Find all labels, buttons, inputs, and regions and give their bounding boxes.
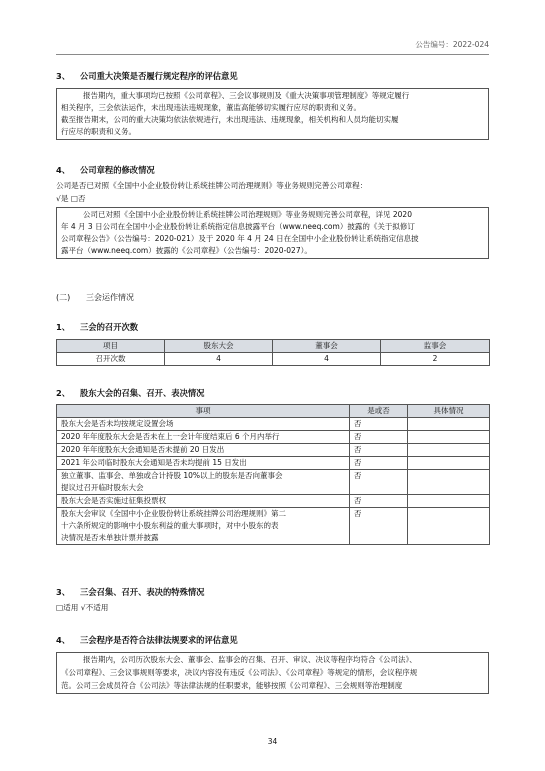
detail-cell	[408, 495, 490, 508]
table-cell: 2	[381, 353, 490, 366]
detail-cell	[408, 418, 490, 431]
table-cell: 4	[165, 353, 273, 366]
answer-cell: 否	[350, 431, 408, 444]
articles-question: 公司是否已对照《全国中小企业股份转让系统挂牌公司治理规则》等业务规则完善公司章程：	[56, 181, 368, 190]
answer-cell: 否	[350, 444, 408, 457]
table-cell: 召开次数	[57, 353, 165, 366]
articles-answer-options: √是 □否	[56, 194, 86, 203]
detail-cell	[408, 431, 490, 444]
table-header-row	[57, 405, 490, 418]
box-line: 报告期内，重大事项均已按照《公司章程》、三会议事规则及《重大决策事项管理制度》等规定履行	[83, 91, 410, 100]
box-line: 报告期内，公司历次股东大会、董事会、监事会的召集、召开、审议、决议等程序均符合《公司法》、	[83, 655, 417, 664]
part-heading-meetings: (二) 三会运作情况	[56, 293, 134, 302]
articles-amendment-box	[56, 207, 489, 259]
header-cell: 监事会	[381, 340, 490, 353]
item-cell: 股东大会审议《全国中小企业股份转让系统挂牌公司治理规则》第二 十六条所规定的影响中小股东利益的重大事项时，对中小股东的表 决情况是否未单独计票并披露	[57, 508, 350, 545]
special-cases-options: □适用 √不适用	[56, 603, 109, 612]
table-row	[57, 495, 490, 508]
header-cell: 事项	[57, 405, 350, 418]
section-heading-decision-procedure: 3、 公司重大决策是否履行规定程序的评估意见	[56, 71, 238, 81]
detail-cell	[408, 508, 490, 545]
section-heading-articles-amendment: 4、 公司章程的修改情况	[56, 165, 155, 175]
table-header-row	[57, 340, 490, 353]
section-heading-special-cases: 3、 三会召集、召开、表决的特殊情况	[56, 587, 205, 597]
announcement-number: 公告编号：2022-024	[415, 40, 489, 49]
answer-cell: 否	[350, 508, 408, 545]
box-line: 公司章程公告》（公告编号：2020-021）及于 2020 年 4 月 24 日在全国中小企业股份转让系统指定信息披	[61, 234, 419, 243]
shareholder-meeting-table	[56, 404, 490, 545]
item-cell: 2021 年公司临时股东大会通知是否未均提前 15 日发出	[57, 457, 350, 470]
box-line: 《公司章程》、三会议事规则等要求，决议内容没有违反《公司法》、《公司章程》等规定的情形，会议程序规	[61, 668, 418, 677]
section-heading-meeting-count: 1、 三会的召开次数	[56, 322, 139, 332]
detail-cell	[408, 470, 490, 495]
compliance-opinion-box	[56, 652, 489, 694]
header-cell: 项目	[57, 340, 165, 353]
section-heading-shareholder-meetings: 2、 股东大会的召集、召开、表决情况	[56, 388, 205, 398]
item-cell: 2020 年年度股东大会是否未在上一会计年度结束后 6 个月内举行	[57, 431, 350, 444]
item-cell: 2020 年年度股东大会通知是否未提前 20 日发出	[57, 444, 350, 457]
header-cell: 股东大会	[165, 340, 273, 353]
detail-cell	[408, 444, 490, 457]
box-line: 范。公司三会成员符合《公司法》等法律法规的任职要求，能够按照《公司章程》、三会规则等治理制度	[61, 681, 403, 690]
table-row	[57, 431, 490, 444]
box-line: 公司已对照《全国中小企业股份转让系统挂牌公司治理规则》等业务规则完善公司章程，详见 2020	[83, 210, 412, 219]
item-cell: 独立董事、监事会、单独或合计持股 10%以上的股东是否向董事会 提议过召开临时股东大会	[57, 470, 350, 495]
box-line: 行应尽的职责和义务。	[61, 127, 136, 136]
box-line: 截至报告期末，公司的重大决策均依法依规进行，未出现违法、违规现象，相关机构和人员均能切实履	[61, 115, 399, 124]
box-line: 相关程序，三会依法运作，未出现违法违规现象，董监高能够切实履行应尽的职责和义务。	[61, 103, 361, 112]
table-row	[57, 470, 490, 495]
box-line: 年 4 月 3 日公司在全国中小企业股份转让系统指定信息披露平台（www.neeq.com）披露的《关于拟修订	[61, 222, 415, 231]
answer-cell: 否	[350, 457, 408, 470]
answer-cell: 否	[350, 495, 408, 508]
table-cell: 4	[273, 353, 381, 366]
header-cell: 具体情况	[408, 405, 490, 418]
page-number: 34	[267, 737, 278, 746]
answer-cell: 否	[350, 470, 408, 495]
detail-cell	[408, 457, 490, 470]
table-row	[57, 353, 490, 366]
answer-cell: 否	[350, 418, 408, 431]
item-cell: 股东大会是否未均按规定设置会场	[57, 418, 350, 431]
header-cell: 董事会	[273, 340, 381, 353]
meeting-count-table	[56, 339, 490, 366]
item-cell: 股东大会是否实施过征集投票权	[57, 495, 350, 508]
box-line: 露平台（www.neeq.com）披露的《公司章程》（公告编号：2020-027）。	[61, 246, 312, 255]
page-header	[56, 40, 489, 55]
table-row	[57, 457, 490, 470]
table-row	[57, 508, 490, 545]
table-row	[57, 444, 490, 457]
header-cell: 是或否	[350, 405, 408, 418]
decision-procedure-opinion-box	[56, 88, 489, 140]
table-row	[57, 418, 490, 431]
section-heading-compliance: 4、 三会程序是否符合法律法规要求的评估意见	[56, 635, 238, 645]
